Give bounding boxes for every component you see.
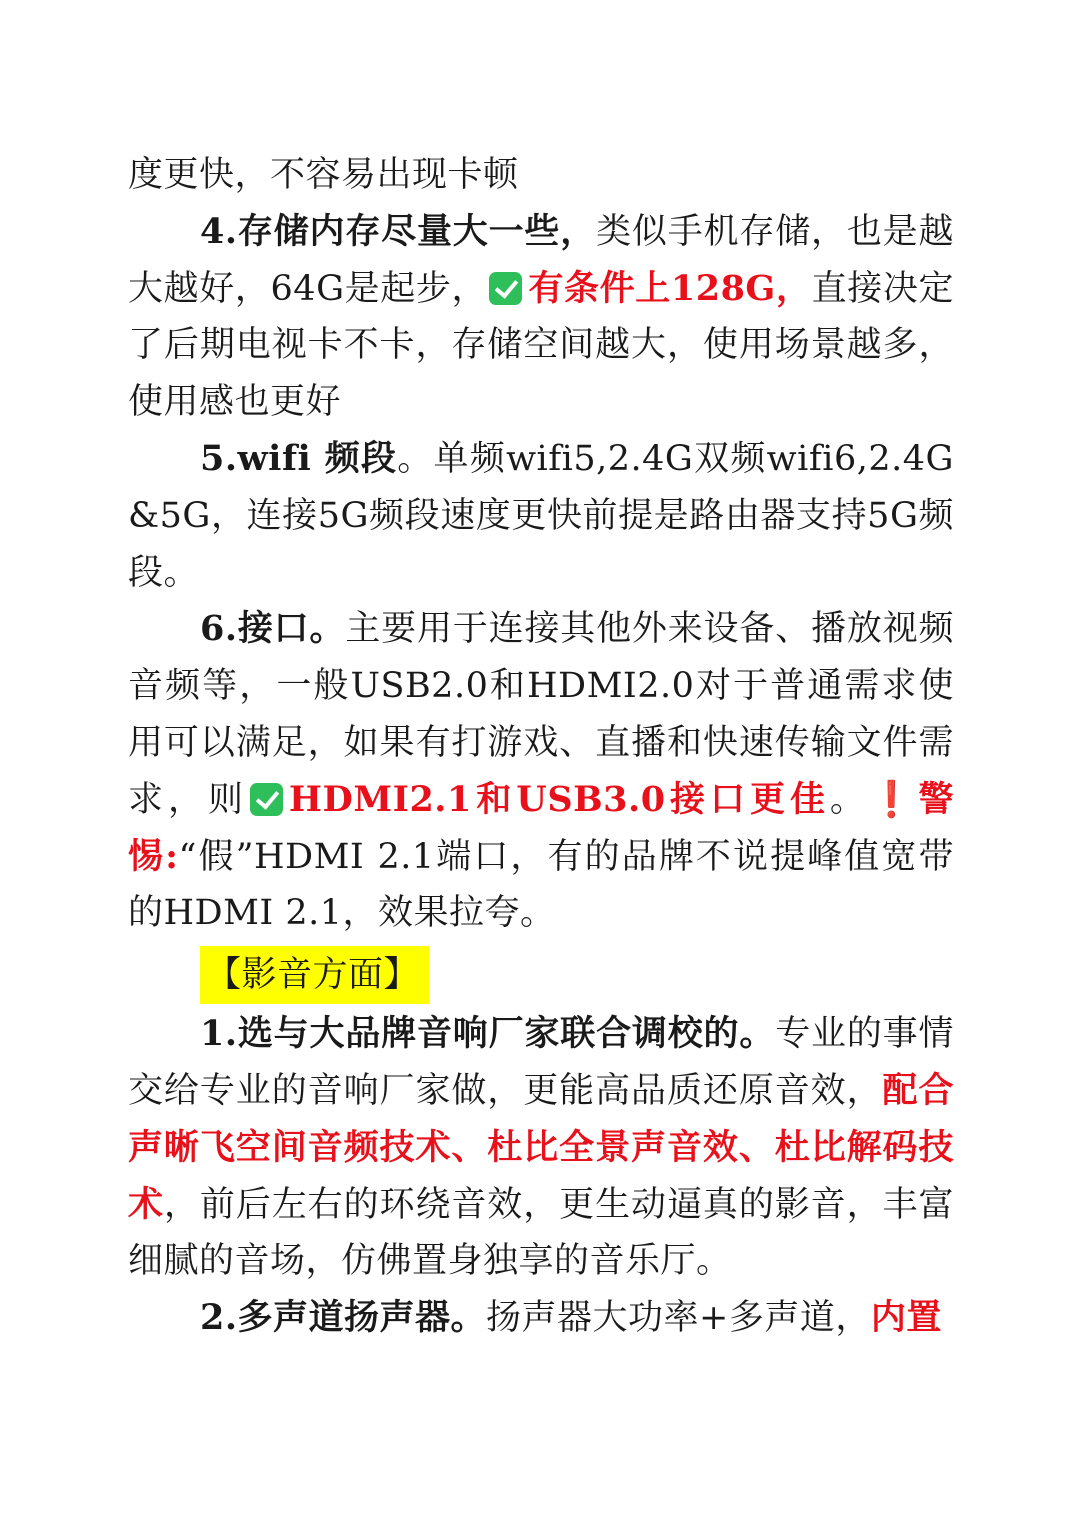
speakers-heading: 2.多声道扬声器。	[200, 1297, 487, 1339]
storage-text-2: 直接决定了后期电视卡不卡，存储空间越大，使用场景越多，使用感也更好	[128, 268, 954, 423]
ports-text-1: 主要用于连接其他外来设备、播放视频音频等，一般USB2.0和HDMI2.0对于普通需求使用可以满足，如果有打游戏、直播和快速传输文件需求，则	[128, 609, 954, 820]
storage-heading: 4.存储内存尽量大一些，	[200, 210, 597, 252]
red-exclamation-icon: ❗	[869, 778, 919, 820]
audio-brand-text-1: 专业的事情交给专业的音响厂家做，更能高品质还原音效，	[128, 1014, 954, 1111]
storage-text-1: 类似手机存储，也是越大越好，64G是起步，	[128, 211, 954, 309]
paragraph-ports	[128, 601, 954, 942]
speakers-highlight: 内置	[870, 1297, 942, 1339]
audio-brand-heading: 1.选与大品牌音响厂家联合调校的。	[200, 1013, 776, 1055]
paragraph-wifi	[128, 431, 954, 601]
document-page	[128, 147, 954, 1347]
section-heading-av: 【影音方面】	[200, 946, 429, 1004]
ports-text-2: 。	[829, 779, 870, 820]
warning-label: 警惕:	[128, 778, 954, 877]
speakers-text: 扬声器大功率+多声道，	[486, 1298, 871, 1339]
audio-brand-highlight: 配合声晰飞空间音频技术、杜比全景声音效、杜比解码技术	[128, 1069, 954, 1225]
green-check-icon	[489, 272, 522, 305]
section-heading-wrap	[200, 946, 954, 1004]
paragraph-audio-brand	[128, 1006, 954, 1290]
ports-heading: 6.接口。	[200, 608, 346, 650]
paragraph-text: 度更快，不容易出现卡顿	[128, 155, 519, 195]
wifi-text: 。单频wifi5,2.4G双频wifi6,2.4G &5G，连接5G频段速度更快前提是路由器支持5G频段。	[128, 438, 954, 593]
ports-highlight: HDMI2.1和USB3.0接口更佳	[288, 778, 830, 820]
paragraph-storage	[128, 204, 954, 431]
ports-text-3: “假”HDMI 2.1端口，有的品牌不说提峰值宽带的HDMI 2.1，效果拉夸。	[128, 836, 955, 934]
green-check-icon	[250, 783, 283, 816]
audio-brand-text-2: ，前后左右的环绕音效，更生动逼真的影音，丰富细腻的音场，仿佛置身独享的音乐厅。	[128, 1184, 954, 1282]
storage-highlight: 有条件上128G，	[528, 267, 812, 309]
paragraph-continuation	[128, 147, 954, 204]
wifi-heading: 5.wifi 频段	[200, 437, 398, 479]
paragraph-speakers	[128, 1290, 954, 1347]
